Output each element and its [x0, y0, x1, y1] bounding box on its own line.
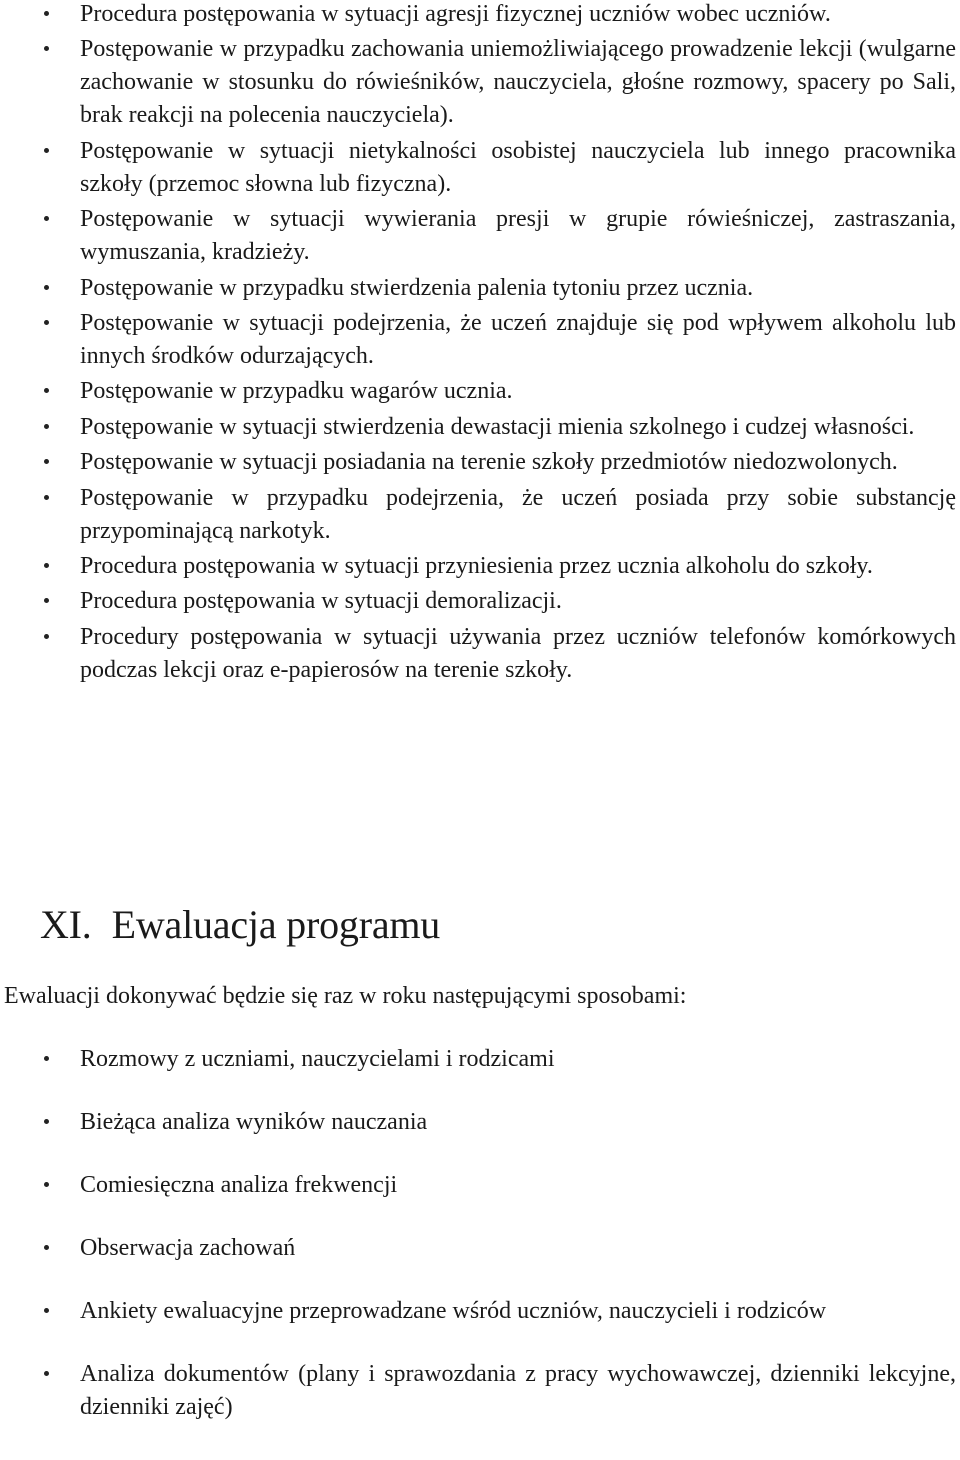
procedure-text: Procedura postępowania w sytuacji przyniesienia przez ucznia alkoholu do szkoły. [80, 552, 873, 579]
bullet-icon [44, 563, 49, 568]
list-item [0, 585, 958, 618]
bullet-icon [44, 1182, 49, 1187]
procedure-text: Postępowanie w przypadku zachowania uniemożliwiającego prowadzenie lekcji (wulgarne zachowanie w stosunku do rówieśników, nauczyciela, głośne rozmowy, spacery po Sali, brak reakcji na polecenia nauczyciela). [80, 36, 956, 129]
list-item [0, 1295, 958, 1328]
procedure-text: Postępowanie w przypadku podejrzenia, że uczeń posiada przy sobie substancję przypominającą narkotyk. [80, 484, 956, 544]
evaluation-intro: Ewaluacji dokonywać będzie się raz w roku następującymi sposobami: [4, 983, 687, 1009]
bullet-icon [44, 216, 49, 221]
list-item [0, 33, 958, 132]
procedure-text: Procedury postępowania w sytuacji używania przez uczniów telefonów komórkowych podczas lekcji oraz e-papierosów na terenie szkoły. [80, 623, 956, 683]
method-text: Ankiety ewaluacyjne przeprowadzane wśród uczniów, nauczycieli i rodziców [80, 1298, 827, 1324]
procedure-text: Postępowanie w sytuacji wywierania presji w grupie rówieśniczej, zastraszania, wymuszania, kradzieży. [80, 206, 956, 266]
bullet-icon [44, 11, 49, 16]
list-item [0, 135, 958, 201]
list-item [0, 1043, 958, 1076]
method-text: Rozmowy z uczniami, nauczycielami i rodzicami [80, 1046, 555, 1072]
bullet-icon [44, 598, 49, 603]
method-text: Comiesięczna analiza frekwencji [80, 1172, 398, 1198]
method-text: Obserwacja zachowań [80, 1235, 296, 1261]
bullet-icon [44, 634, 49, 639]
bullet-icon [44, 1119, 49, 1124]
list-item [0, 1232, 958, 1265]
procedure-text: Postępowanie w sytuacji nietykalności osobistej nauczyciela lub innego pracownika szkoły (przemoc słowna lub fizyczna). [80, 137, 956, 197]
section-title: Ewaluacja programu [111, 902, 441, 947]
procedure-text: Procedura postępowania w sytuacji demoralizacji. [80, 588, 562, 615]
bullet-icon [44, 388, 49, 393]
procedures-list [0, 0, 958, 689]
list-item [0, 621, 958, 687]
bullet-icon [44, 46, 49, 51]
bullet-icon [44, 424, 49, 429]
list-item [0, 1106, 958, 1139]
bullet-icon [44, 495, 49, 500]
list-item [0, 550, 958, 583]
section-number: XI. [40, 902, 92, 947]
procedure-text: Postępowanie w sytuacji posiadania na terenie szkoły przedmiotów niedozwolonych. [80, 449, 898, 476]
list-item [0, 1358, 958, 1424]
bullet-icon [44, 459, 49, 464]
section-heading [40, 900, 440, 950]
bullet-icon [44, 1245, 49, 1250]
list-item [0, 203, 958, 269]
evaluation-methods-list [0, 1043, 958, 1424]
list-item [0, 0, 958, 31]
bullet-icon [44, 1371, 49, 1376]
bullet-icon [44, 320, 49, 325]
procedure-text: Postępowanie w przypadku wagarów ucznia. [80, 378, 513, 405]
list-item [0, 446, 958, 479]
procedure-text: Procedura postępowania w sytuacji agresji fizycznej uczniów wobec uczniów. [80, 1, 831, 27]
procedure-text: Postępowanie w sytuacji stwierdzenia dewastacji mienia szkolnego i cudzej własności. [80, 413, 915, 440]
list-item [0, 375, 958, 408]
method-text: Analiza dokumentów (plany i sprawozdania z pracy wychowawczej, dzienniki lekcyjne, dzienniki zajęć) [80, 1361, 956, 1420]
procedure-text: Postępowanie w przypadku stwierdzenia palenia tytoniu przez ucznia. [80, 274, 754, 301]
bullet-icon [44, 285, 49, 290]
list-item [0, 307, 958, 373]
method-text: Bieżąca analiza wyników nauczania [80, 1109, 428, 1135]
list-item [0, 411, 958, 444]
list-item [0, 272, 958, 305]
bullet-icon [44, 148, 49, 153]
bullet-icon [44, 1056, 49, 1061]
bullet-icon [44, 1308, 49, 1313]
list-item [0, 482, 958, 548]
list-item [0, 1169, 958, 1202]
procedure-text: Postępowanie w sytuacji podejrzenia, że uczeń znajduje się pod wpływem alkoholu lub innych środków odurzających. [80, 309, 956, 369]
